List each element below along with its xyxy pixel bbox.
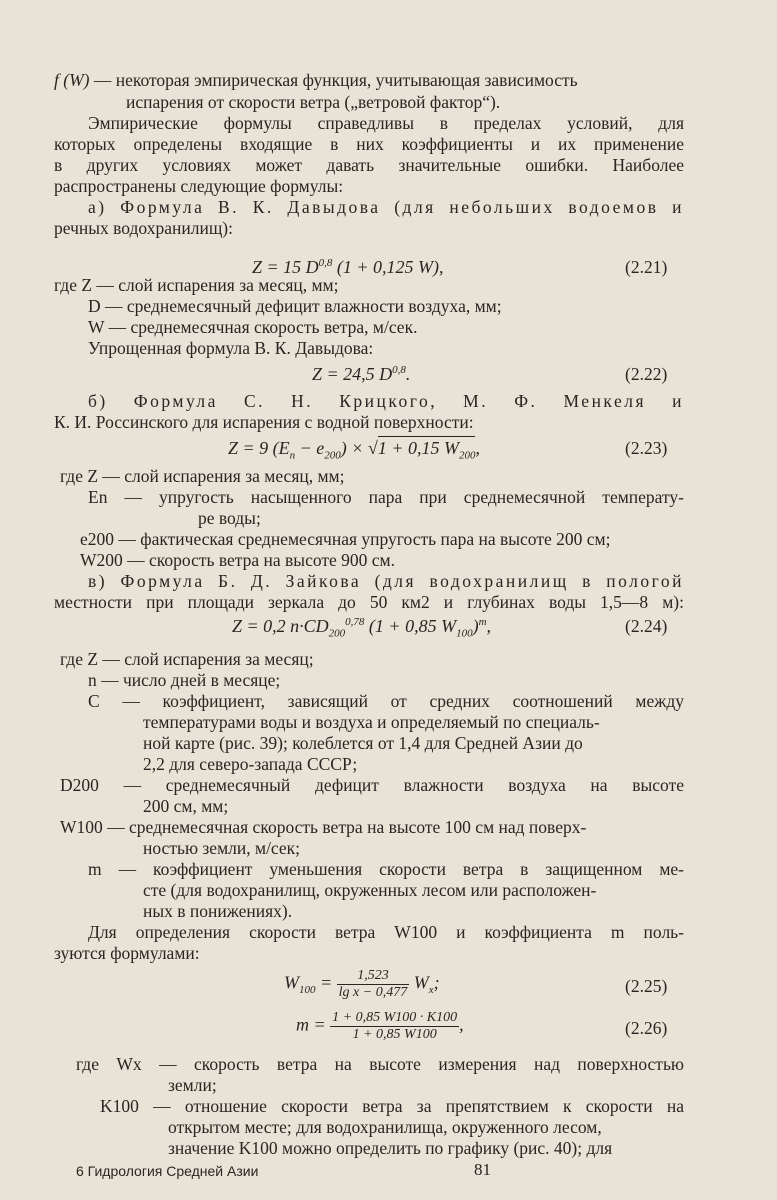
text-line: ностью земли, м/сек; bbox=[143, 838, 301, 858]
text-line: e200 — фактическая среднемесячная упругость пара на высоте 200 см; bbox=[80, 529, 611, 549]
text-line: D200 — среднемесячный дефицит влажности воздуха на высоте bbox=[60, 775, 684, 795]
equation-number: (2.21) bbox=[625, 257, 668, 277]
text-line: где Z — слой испарения за месяц, мм; bbox=[60, 466, 345, 486]
formula-2-26: m = $\frac{1 + 0,85 W100 \cdot K100}{1 + 0,85 W100}$ , bbox=[296, 1010, 464, 1042]
printer-signature: 6 Гидрология Средней Азии bbox=[76, 1163, 259, 1179]
formula-2-25: $W_{100}$ = $\frac{1,523}{\text{lg x − 0,477}}$ $W_x$; bbox=[284, 968, 440, 1000]
text-line: W — среднемесячная скорость ветра, м/сек. bbox=[88, 317, 418, 337]
fraction-numerator: 1 + 0,85 W100 · K100 bbox=[332, 1010, 458, 1025]
text-line: где Wx — скорость ветра на высоте измерения над поверхностью bbox=[76, 1054, 684, 1074]
text-line: речных водохранилищ): bbox=[54, 218, 233, 238]
text-line: En — упругость насыщенного пара при среднемесячной температу- bbox=[88, 487, 684, 507]
text-line: W100 — среднемесячная скорость ветра на высоте 100 см над поверх- bbox=[60, 817, 587, 837]
text-line: ной карте (рис. 39); колеблется от 1,4 для Средней Азии до bbox=[143, 733, 583, 753]
text-line: открытом месте; для водохранилища, окруженного лесом, bbox=[168, 1117, 602, 1137]
text-line: W200 — скорость ветра на высоте 900 см. bbox=[80, 550, 395, 570]
text-line: в) Формула Б. Д. Зайкова (для водохранилищ в пологой bbox=[88, 571, 684, 591]
text-line: Эмпирические формулы справедливы в пределах условий, для bbox=[88, 113, 684, 133]
text-line: местности при площади зеркала до 50 км2 и глубинах воды 1,5—8 м): bbox=[54, 592, 684, 612]
text-line: зуются формулами: bbox=[54, 943, 200, 963]
text-line: испарения от скорости ветра („ветровой фактор“). bbox=[126, 92, 501, 112]
text-line: а) Формула В. К. Давыдова (для небольших водоемов и bbox=[88, 197, 684, 217]
text-line: где Z — слой испарения за месяц, мм; bbox=[54, 275, 339, 295]
formula-2-24: Z = 0,2 $n\cdot CD_{200}^{0,78}$ (1 + 0,85 $W_{100})^m$, bbox=[232, 616, 492, 640]
fraction-denominator: 1 + 0,85 W100 bbox=[352, 1027, 437, 1042]
text-line: Упрощенная формула В. К. Давыдова: bbox=[88, 338, 374, 358]
equation-number: (2.24) bbox=[625, 616, 668, 636]
text-line: K100 — отношение скорости ветра за препятствием к скорости на bbox=[100, 1096, 684, 1116]
text-line: n — число дней в месяце; bbox=[88, 670, 281, 690]
formula-2-22: Z = 24,5 D$^{0,8}$. bbox=[312, 364, 411, 384]
text-line: в других условиях может давать значительные ошибки. Наиболее bbox=[54, 155, 684, 175]
text-line: сте (для водохранилищ, окруженных лесом или расположен- bbox=[143, 880, 597, 900]
equation-number: (2.22) bbox=[625, 364, 668, 384]
text-line: 2,2 для северо-запада СССР; bbox=[143, 754, 358, 774]
fraction-numerator: 1,523 bbox=[337, 968, 410, 985]
text-line: ре воды; bbox=[198, 508, 261, 528]
text-line: ных в понижениях). bbox=[143, 901, 293, 921]
fraction bbox=[337, 968, 410, 1001]
text-line: земли; bbox=[168, 1075, 217, 1095]
text-line: температурами воды и воздуха и определяемый по специаль- bbox=[143, 712, 600, 732]
text-line: б) Формула С. Н. Крицкого, М. Ф. Менкеля и bbox=[88, 391, 684, 411]
fraction bbox=[330, 1010, 459, 1043]
text-line: D — среднемесячный дефицит влажности воздуха, мм; bbox=[88, 296, 502, 316]
equation-number: (2.23) bbox=[625, 438, 668, 458]
fraction-denominator: lg x − 0,477 bbox=[338, 985, 408, 1000]
text-line: Для определения скорости ветра W100 и коэффициента m поль- bbox=[88, 922, 684, 942]
text-line: где Z — слой испарения за месяц; bbox=[60, 649, 314, 669]
equation-number: (2.25) bbox=[625, 976, 668, 996]
text-line: значение K100 можно определить по графику (рис. 40); для bbox=[168, 1138, 613, 1158]
text-fragment: — некоторая эмпирическая функция, учитывающая зависимость bbox=[93, 70, 578, 90]
text-line: К. И. Россинского для испарения с водной поверхности: bbox=[54, 412, 474, 432]
text-line: которых определены входящие в них коэффициенты и их применение bbox=[54, 134, 684, 154]
text-line: 200 см, мм; bbox=[143, 796, 229, 816]
text-line bbox=[54, 70, 578, 90]
formula-2-21: Z = 15 D$^{0,8}$ (1 + 0,125 W), bbox=[252, 257, 444, 277]
text-line: распространены следующие формулы: bbox=[54, 176, 344, 196]
equation-number: (2.26) bbox=[625, 1018, 668, 1038]
text-line: C — коэффициент, зависящий от средних соотношений между bbox=[88, 691, 684, 711]
text-line: m — коэффициент уменьшения скорости ветра в защищенном ме- bbox=[88, 859, 684, 879]
formula-2-23: Z = 9 $(E_п - e_{200}) \times √1 + 0,15$ $W_{200}$, bbox=[228, 438, 480, 462]
symbol-f-w: f (W) bbox=[54, 70, 90, 90]
page-number: 81 bbox=[474, 1160, 491, 1179]
